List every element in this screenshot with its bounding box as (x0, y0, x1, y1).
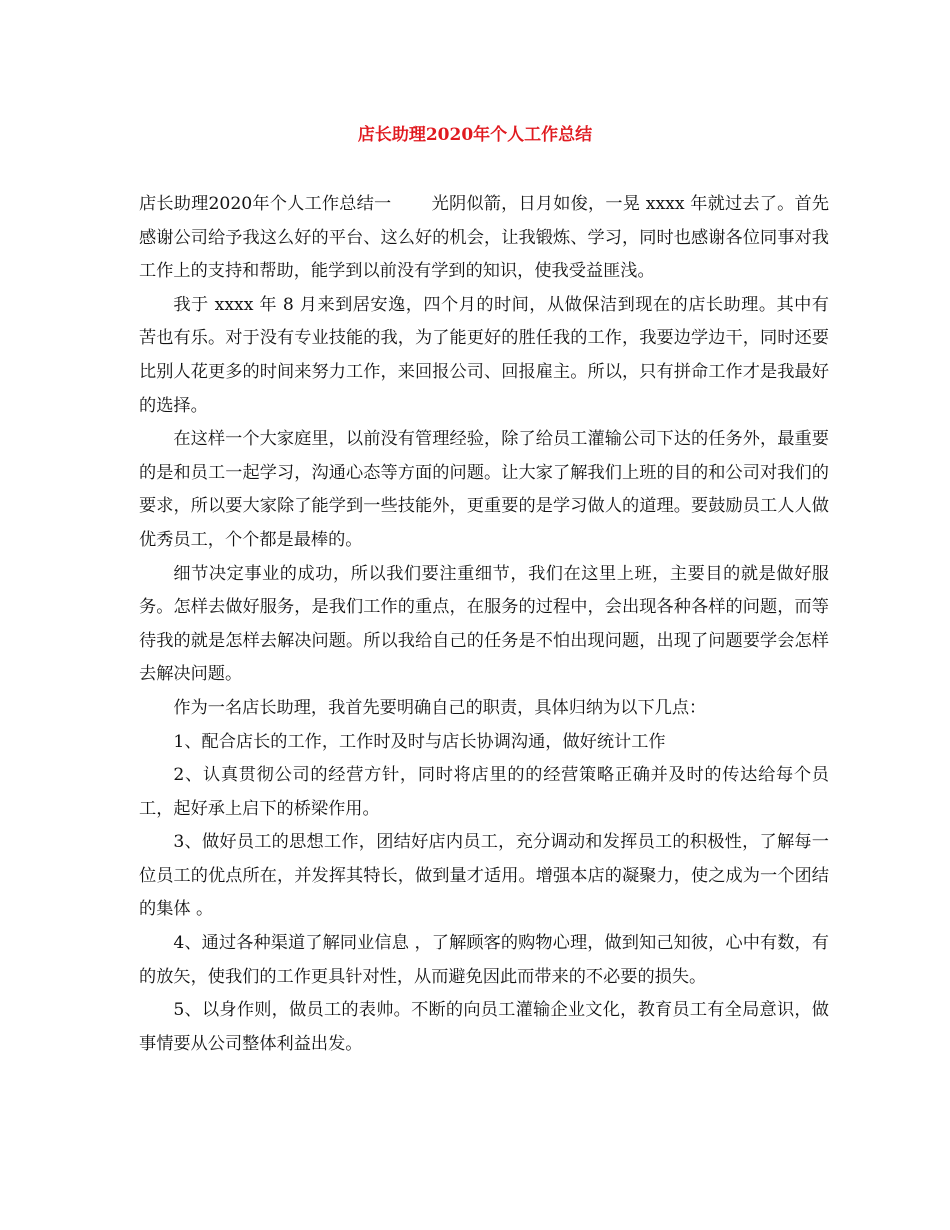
list-item-3: 3、做好员工的思想工作，团结好店内员工，充分调动和发挥员工的积极性，了解每一位员工的优点所在，并发挥其特长，做到量才适用。增强本店的凝聚力，使之成为一个团结的集体 。 (139, 832, 829, 920)
paragraph-intro (139, 188, 829, 289)
paragraph-1: 光阴似箭，日月如俊，一晃 xxxx 年就过去了。首先感谢公司给予我这么好的平台、这么好的机会，让我锻炼、学习，同时也感谢各位同事对我工作上的支持和帮助，能学到以前没有学到的知识，使我受益匪浅。 (139, 194, 830, 282)
paragraph-4: 细节决定事业的成功，所以我们要注重细节，我们在这里上班，主要目的就是做好服务。怎样去做好服务，是我们工作的重点，在服务的过程中，会出现各种各样的问题，而等待我的就是怎样去解决问题。所以我给自己的任务是不怕出现问题，出现了问题要学会怎样去解决问题。 (139, 563, 829, 685)
list-item-4: 4、通过各种渠道了解同业信息 ，了解顾客的购物心理，做到知己知彼，心中有数，有的放矢，使我们的工作更具针对性，从而避免因此而带来的不必要的损失。 (139, 933, 829, 987)
document-title: 店长助理2020年个人工作总结 (357, 125, 593, 145)
list-item-1: 1、配合店长的工作，工作时及时与店长协调沟通，做好统计工作 (173, 731, 666, 752)
intro-heading: 店长助理2020年个人工作总结一 (139, 194, 392, 214)
paragraph-2: 我于 xxxx 年 8 月来到居安逸，四个月的时间，从做保洁到现在的店长助理。其中有苦也有乐。对于没有专业技能的我，为了能更好的胜任我的工作，我要边学边干，同时还要比别人花更多的时间来努力工作，来回报公司、回报雇主。所以，只有拼命工作才是我最好的选择。 (139, 294, 829, 416)
document-body (139, 188, 829, 1061)
paragraph-3: 在这样一个大家庭里，以前没有管理经验，除了给员工灌输公司下达的任务外，最重要的是和员工一起学习，沟通心态等方面的问题。让大家了解我们上班的目的和公司对我们的要求，所以要大家除了能学到一些技能外，更重要的是学习做人的道理。要鼓励员工人人做优秀员工，个个都是最棒的。 (139, 429, 829, 550)
paragraph-5: 作为一名店长助理，我首先要明确自己的职责，具体归纳为以下几点： (173, 697, 707, 718)
list-item-5: 5、以身作则，做员工的表帅。不断的向员工灌输企业文化，教育员工有全局意识，做事情要从公司整体利益出发。 (139, 1000, 829, 1054)
list-item-2: 2、认真贯彻公司的经营方针，同时将店里的的经营策略正确并及时的传达给每个员工，起好承上启下的桥梁作用。 (139, 765, 829, 819)
